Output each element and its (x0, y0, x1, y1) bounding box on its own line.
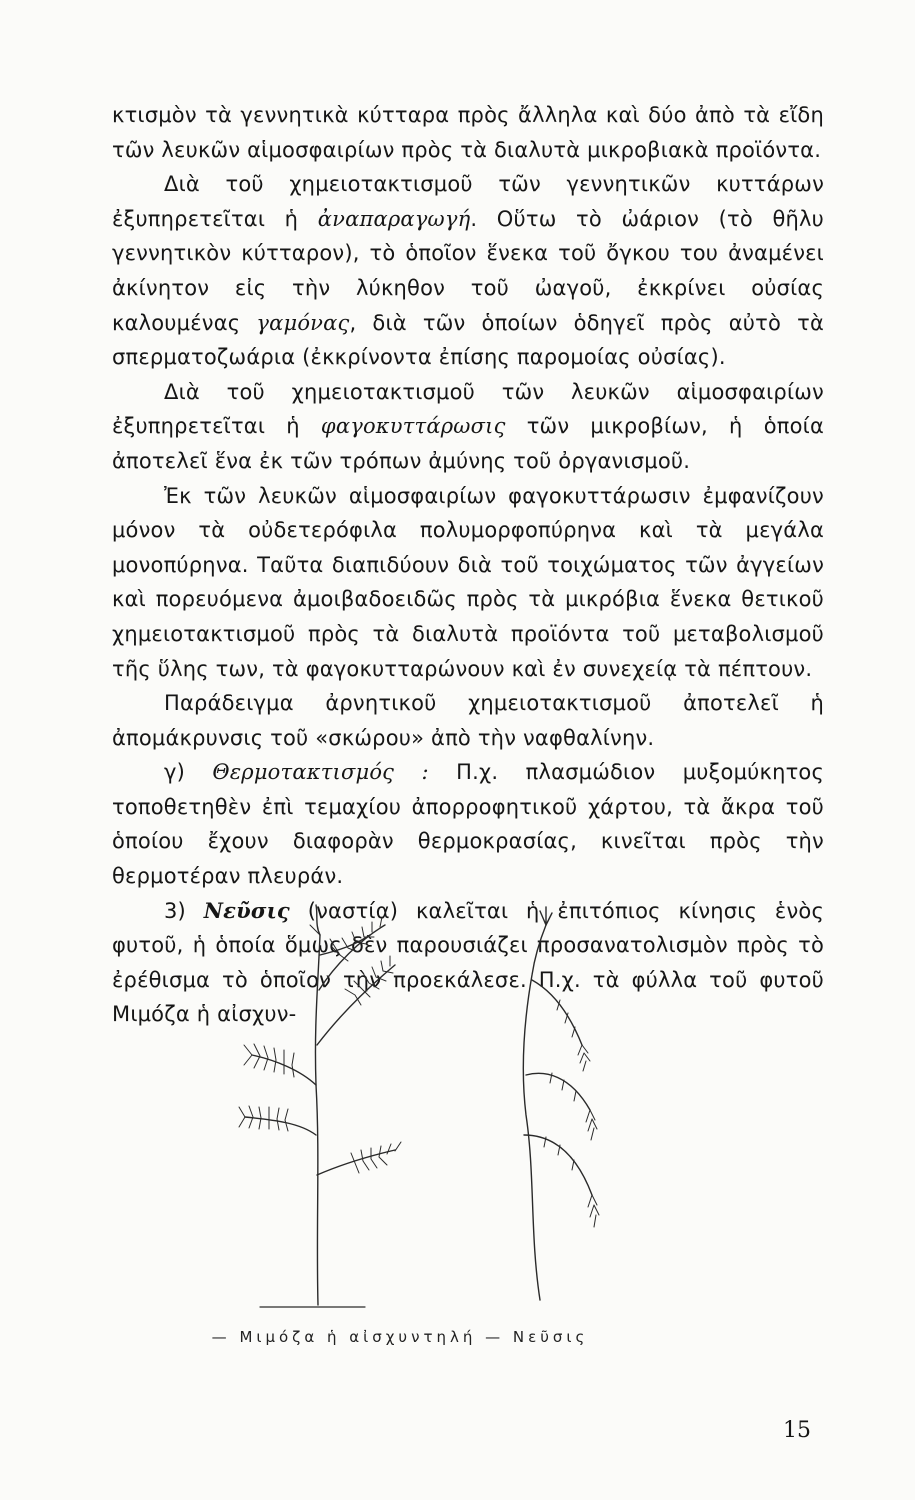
mimosa-closed-plant (523, 907, 592, 1300)
text-run: Π.χ. πλασμώδιον μυξομύκητος τοποθετηθὲν ἐπὶ τεμαχίου ἀπορροφητικοῦ χάρτου, τὰ ἄκρα τοῦ ὁποίου ἔχουν διαφορὰν θερμοκρασίας, κινεῖται πρὸς τὴν θερμοτέραν πλευράν. (112, 760, 824, 889)
text-run: (ναστία) καλεῖται ἡ ἐπιτόπιος κίνησις ἑνὸς φυτοῦ, ἡ ὁποία ὅμως δὲν παρουσιάζει προσανατολισμὸν πρὸς τὸ ἐρέθισμα τὸ ὁποῖον τὴν προεκάλεσε. Π.χ. τὰ φύλλα τοῦ φυτοῦ Μιμόζα ἡ αἰσχυν- (112, 898, 824, 1027)
paragraph-p4 (112, 479, 824, 687)
text-run: γ) (164, 760, 213, 785)
page-number: 15 (783, 1418, 811, 1443)
paragraph-p6 (112, 755, 824, 893)
text-run: Παράδειγμα ἀρνητικοῦ χημειοτακτισμοῦ ἀποτελεῖ ἡ ἀπομάκρυνσις τοῦ «σκώρου» ἀπὸ τὴν ναφθαλίνην. (112, 691, 824, 750)
text-run: Ἐκ τῶν λευκῶν αἱμοσφαιρίων φαγοκυττάρωσιν ἐμφανίζουν μόνον τὰ οὐδετερόφιλα πολυμορφοπύρηνα καὶ τὰ μεγάλα μονοπύρηνα. Ταῦτα διαπιδύουν διὰ τοῦ τοιχώματος τῶν ἀγγείων καὶ πορευόμενα ἀμοιβαδοειδῶς πρὸς τὰ μικρόβια ἕνεκα θετικοῦ χημειοτακτισμοῦ πρὸς τὰ διαλυτὰ προϊόντα τοῦ μεταβολισμοῦ τῆς ὕλης των, τὰ φαγοκυτταρώνουν καὶ ἐν συνεχείᾳ τὰ πέπτουν. (112, 483, 824, 681)
paragraph-p3 (112, 375, 824, 479)
paragraph-p2 (112, 167, 824, 375)
paragraph-p5 (112, 686, 824, 755)
emphasized-term: Νεῦσις (203, 897, 290, 923)
emphasized-term: γαμόνας (256, 310, 350, 335)
text-run: τῶν μικροβίων, ἡ ὁποία ἀποτελεῖ ἕνα ἐκ τῶν τρόπων ἀμύνης τοῦ ὀργανισμοῦ. (112, 414, 824, 473)
mimosa-open-plant (245, 905, 395, 1305)
body-text (112, 98, 824, 1032)
text-run: Διὰ τοῦ χημειοτακτισμοῦ τῶν γεννητικῶν κυττάρων ἐξυπηρετεῖται ἡ (112, 172, 824, 231)
emphasized-term: ἀναπαραγωγή (317, 206, 471, 231)
figure-caption: — Μιμόζα ἡ αἰσχυντηλή — Νεῦσις (211, 1328, 589, 1346)
paragraph-p1 (112, 98, 824, 167)
mimosa-illustration (190, 895, 710, 1315)
text-run: . Οὕτω τὸ ὠάριον (τὸ θῆλυ γεννητικὸν κύτταρον), τὸ ὁποῖον ἕνεκα τοῦ ὄγκου του ἀναμένει ἀκίνητον εἰς τὴν λύκηθον τοῦ ὠαγοῦ, ἐκκρίνει οὐσίας καλουμένας (112, 206, 824, 335)
text-run: , διὰ τῶν ὁποίων ὁδηγεῖ πρὸς αὐτὸ τὰ σπερματοζωάρια (ἐκκρίνοντα ἐπίσης παρομοίας οὐσίας). (112, 310, 824, 370)
emphasized-term: φαγοκυττάρωσις (320, 414, 506, 439)
text-run: 3) (164, 898, 204, 923)
text-run: Διὰ τοῦ χημειοτακτισμοῦ τῶν λευκῶν αἱμοσφαιρίων ἐξυπηρετεῖται ἡ (112, 379, 824, 439)
emphasized-term: Θερμοτακτισμός : (212, 760, 429, 785)
text-run: κτισμὸν τὰ γεννητικὰ κύτταρα πρὸς ἄλληλα καὶ δύο ἀπὸ τὰ εἴδη τῶν λευκῶν αἱμοσφαιρίων πρὸς τὰ διαλυτὰ μικροβιακὰ προϊόντα. (112, 103, 824, 162)
mimosa-drawing (190, 895, 710, 1315)
